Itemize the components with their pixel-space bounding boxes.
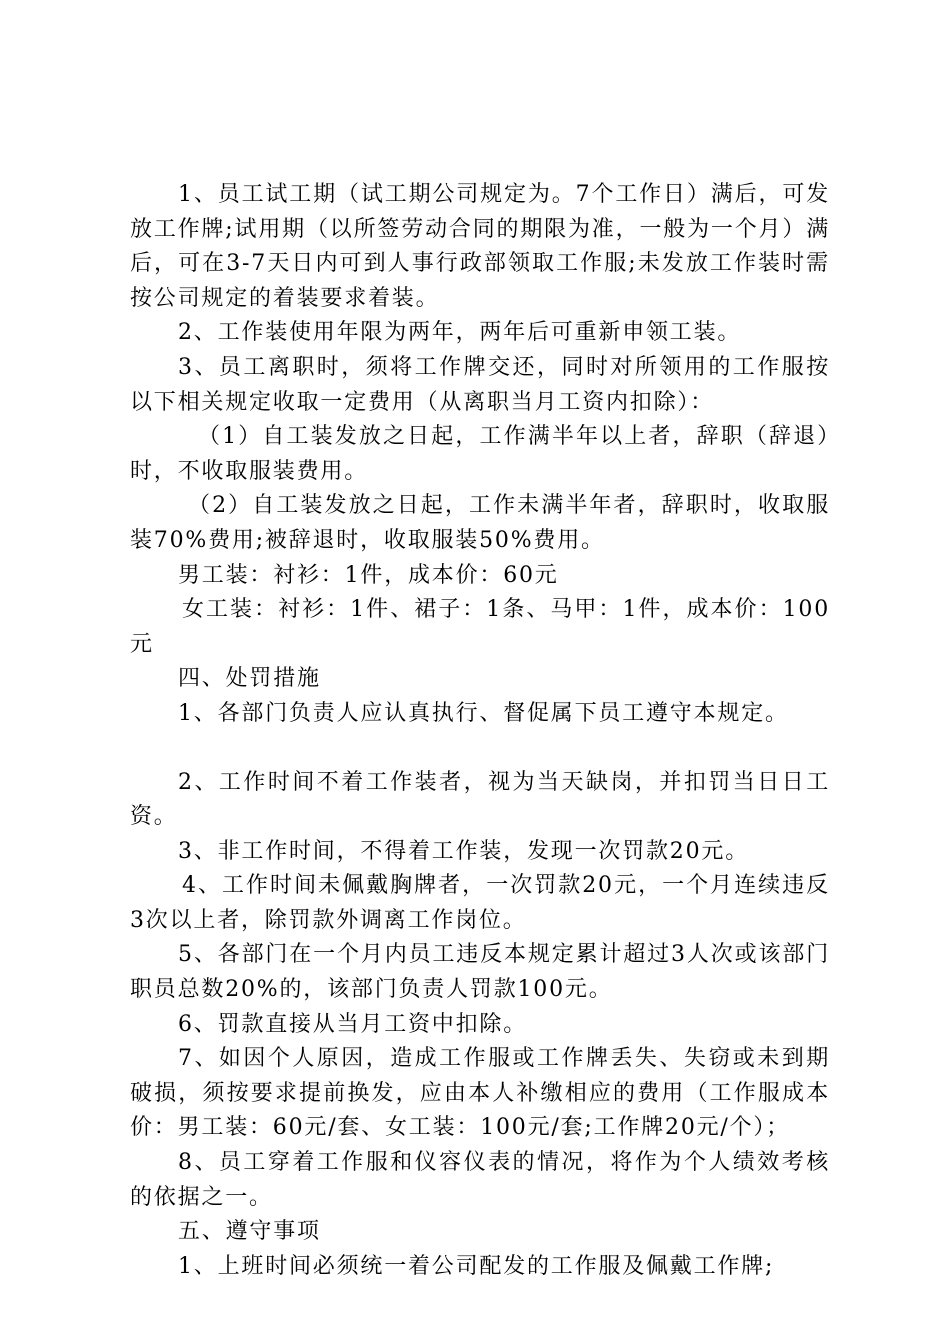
paragraph-probation-rule: 1、员工试工期（试工期公司规定为。7个工作日）满后，可发放工作牌;试用期（以所签劳动合同的期限为准，一般为一个月）满后，可在3-7天日内可到人事行政部领取工作服;未发放工作装时需按公司规定的着装要求着装。 [130, 182, 830, 311]
paragraph-penalty-4: 4、工作时间未佩戴胸牌者，一次罚款20元，一个月连续违反3次以上者，除罚款外调离工作岗位。 [130, 873, 830, 933]
paragraph-compliance-1: 1、上班时间必须统一着公司配发的工作服及佩戴工作牌; [178, 1253, 775, 1279]
document-body [130, 178, 830, 1284]
paragraph-under-half-year: （2）自工装发放之日起，工作未满半年者，辞职时，收取服装70%费用;被辞退时，收取服装50%费用。 [130, 493, 830, 553]
paragraph-penalty-8: 8、员工穿着工作服和仪容仪表的情况，将作为个人绩效考核的依据之一。 [130, 1150, 830, 1210]
paragraph-over-half-year: （1）自工装发放之日起，工作满半年以上者，辞职（辞退）时，不收取服装费用。 [130, 424, 830, 484]
paragraph-resignation-rule: 3、员工离职时，须将工作牌交还，同时对所领用的工作服按以下相关规定收取一定费用（从离职当月工资内扣除）： [130, 354, 830, 415]
paragraph-penalty-5: 5、各部门在一个月内员工违反本规定累计超过3人次或该部门职员总数20%的，该部门负责人罚款100元。 [130, 942, 830, 1003]
paragraph-penalty-7: 7、如因个人原因，造成工作服或工作牌丢失、失窃或未到期破损，须按要求提前换发，应由本人补缴相应的费用（工作服成本价：男工装：60元/套、女工装：100元/套;工作牌20元/个）； [130, 1046, 830, 1141]
paragraph-male-uniform-cost: 男工装：衬衫：1件，成本价：60元 [178, 562, 559, 588]
paragraph-uniform-lifespan: 2、工作装使用年限为两年，两年后可重新申领工装。 [178, 320, 742, 346]
paragraph-penalty-6: 6、罚款直接从当月工资中扣除。 [178, 1011, 527, 1037]
paragraph-female-uniform-cost: 女工装：衬衫：1件、裙子：1条、马甲：1件，成本价：100元 [130, 597, 830, 657]
paragraph-penalty-1: 1、各部门负责人应认真执行、督促属下员工遵守本规定。 [178, 700, 789, 726]
paragraph-penalty-2: 2、工作时间不着工作装者，视为当天缺岗，并扣罚当日日工资。 [130, 769, 830, 830]
paragraph-penalty-3: 3、非工作时间，不得着工作装，发现一次罚款20元。 [178, 838, 749, 864]
section-heading-penalties: 四、处罚措施 [178, 666, 321, 692]
section-heading-compliance: 五、遵守事项 [178, 1219, 321, 1245]
